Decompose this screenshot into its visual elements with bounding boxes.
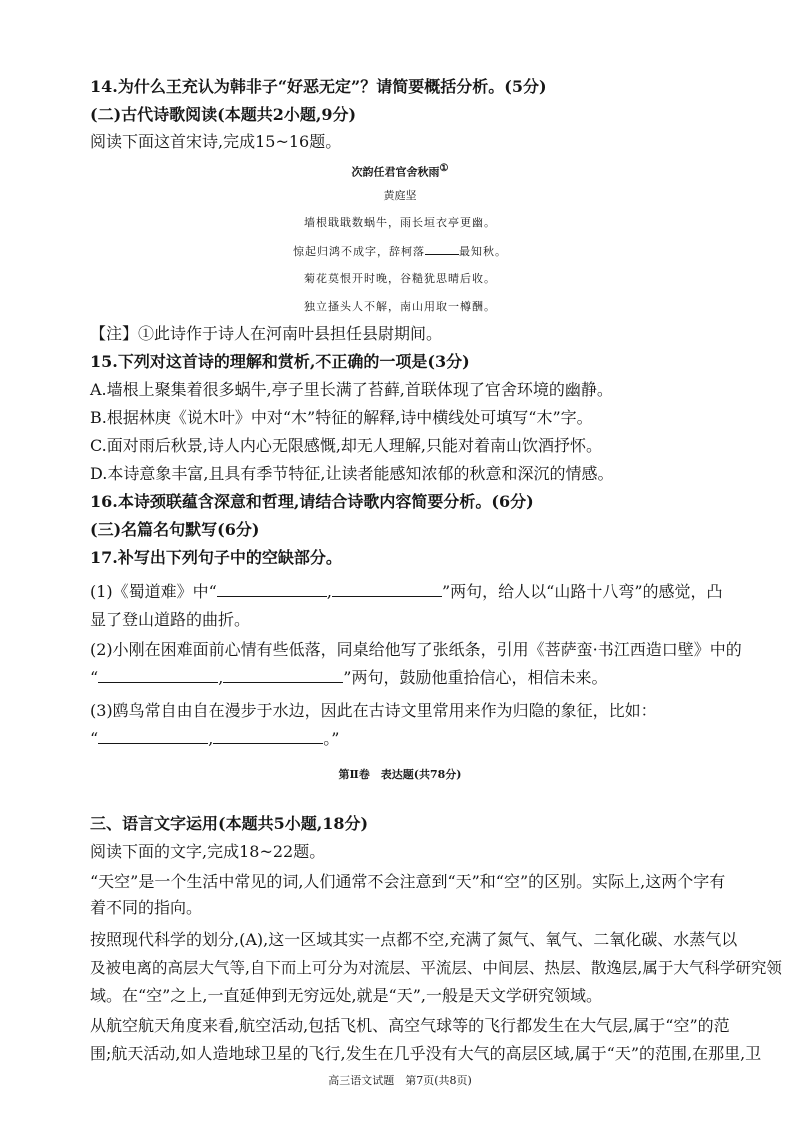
answer-blank <box>332 582 442 597</box>
question-17-part-1-cont: 显了登山道路的曲折。 <box>90 610 251 629</box>
answer-blank <box>213 729 323 744</box>
part-2-heading: 第Ⅱ卷 表达题(共78分) <box>338 768 462 781</box>
poem-line-2-end: 最知秋。 <box>459 245 507 258</box>
question-16: 16.本诗颈联蕴含深意和哲理,请结合诗歌内容简要分析。(6分) <box>90 492 534 511</box>
passage-line-1: “天空”是一个生活中常见的词,人们通常不会注意到“天”和“空”的区别。实际上,这两个字有 <box>90 872 726 891</box>
question-17-part-3: (3)鸥鸟常自由自在漫步于水边，因此在古诗文里常用来作为归隐的象征，比如： <box>90 701 657 720</box>
q17-p1-lead: (1)《蜀道难》中“ <box>90 582 217 601</box>
question-17-stem: 17.补写出下列句子中的空缺部分。 <box>90 548 342 567</box>
question-15-option-b: B.根据林庚《说木叶》中对“木”特征的解释,诗中横线处可填写“木”字。 <box>90 408 593 427</box>
question-15-stem: 15.下列对这首诗的理解和赏析,不正确的一项是(3分) <box>90 352 470 371</box>
section-language-title: 三、语言文字运用(本题共5小题,18分) <box>90 814 369 833</box>
poem-note: 【注】①此诗作于诗人在河南叶县担任县尉期间。 <box>90 324 443 343</box>
answer-blank <box>98 729 208 744</box>
answer-blank <box>217 582 327 597</box>
section-dictation-title: (三)名篇名句默写(6分) <box>90 520 260 539</box>
q17-p3-comma: , <box>208 729 214 748</box>
passage-line-6: 从航空航天角度来看,航空活动,包括飞机、高空气球等的飞行都发生在大气层,属于“空”的范 <box>90 1016 730 1035</box>
page-footer: 高三语文试题 第7页(共8页) <box>328 1074 472 1087</box>
poem-line-4: 独立搔头人不解，南山用取一樽酬。 <box>304 300 496 313</box>
answer-blank <box>98 668 218 683</box>
q17-p1-tail: ”两句，给人以“山路十八弯”的感觉，凸 <box>441 582 723 601</box>
passage-line-4: 及被电离的高层大气等,自下而上可分为对流层、平流层、中间层、热层、散逸层,属于大气科学研究领 <box>90 959 782 977</box>
passage-line-5: 域。在“空”之上,一直延伸到无穷远处,就是“天”,一般是天文学研究领域。 <box>90 986 602 1005</box>
answer-blank <box>223 668 343 683</box>
q17-p3-open-quote: “ <box>90 729 99 748</box>
question-15-option-d: D.本诗意象丰富,且具有季节特征,让读者能感知浓郁的秋意和深沉的情感。 <box>90 464 614 483</box>
poem-blank <box>425 240 459 255</box>
question-17-part-3-cont <box>90 728 339 750</box>
poem-line-2 <box>0 240 800 263</box>
question-17-part-2: (2)小刚在困难面前心情有些低落，同桌给他写了张纸条，引用《菩萨蛮·书江西造口壁》中的 <box>90 640 742 659</box>
poem-line-3: 菊花莫恨开时晚，谷糙犹思晴后收。 <box>304 272 496 285</box>
question-14: 14.为什么王充认为韩非子“好恶无定”？请简要概括分析。(5分) <box>90 77 547 96</box>
question-15-option-a: A.墙根上聚集着很多蜗牛,亭子里长满了苔藓,首联体现了官舍环境的幽静。 <box>90 380 613 399</box>
section-ancient-poetry-intro: 阅读下面这首宋诗,完成15~16题。 <box>90 132 342 151</box>
q17-p1-comma: , <box>326 582 332 601</box>
question-15-option-c: C.面对雨后秋景,诗人内心无限感慨,却无人理解,只能对着南山饮酒抒怀。 <box>90 436 603 455</box>
q17-p3-end: 。” <box>323 729 340 748</box>
poem-line-1: 墙根戢戢数蜗牛，雨长垣衣亭更幽。 <box>304 216 496 229</box>
question-17-part-1 <box>90 581 723 603</box>
poem-title <box>0 158 800 184</box>
passage-line-2: 着不同的指向。 <box>90 898 203 917</box>
poem-author: 黄庭坚 <box>383 189 417 202</box>
section-ancient-poetry-title: (二)古代诗歌阅读(本题共2小题,9分) <box>90 105 357 124</box>
q17-p2-comma: , <box>218 668 224 687</box>
poem-note-mark: ① <box>439 163 449 174</box>
passage-line-3: 按照现代科学的划分,(A),这一区域其实一点都不空,充满了氮气、氧气、二氧化碳、水蒸气以 <box>90 930 738 949</box>
question-17-part-2-cont <box>90 667 607 689</box>
passage-line-7: 围;航天活动,如人造地球卫星的飞行,发生在几乎没有大气的高层区域,属于“天”的范围,在那里,卫 <box>90 1044 762 1063</box>
poem-line-2-start: 惊起归鸿不成字，辞柯落 <box>293 245 425 258</box>
poem-title-text: 次韵任君官舍秋雨 <box>351 165 440 179</box>
q17-p2-open-quote: “ <box>90 668 99 687</box>
q17-p2-tail: ”两句，鼓励他重拾信心，相信未来。 <box>343 668 608 687</box>
section-language-intro: 阅读下面的文字,完成18~22题。 <box>90 842 326 861</box>
